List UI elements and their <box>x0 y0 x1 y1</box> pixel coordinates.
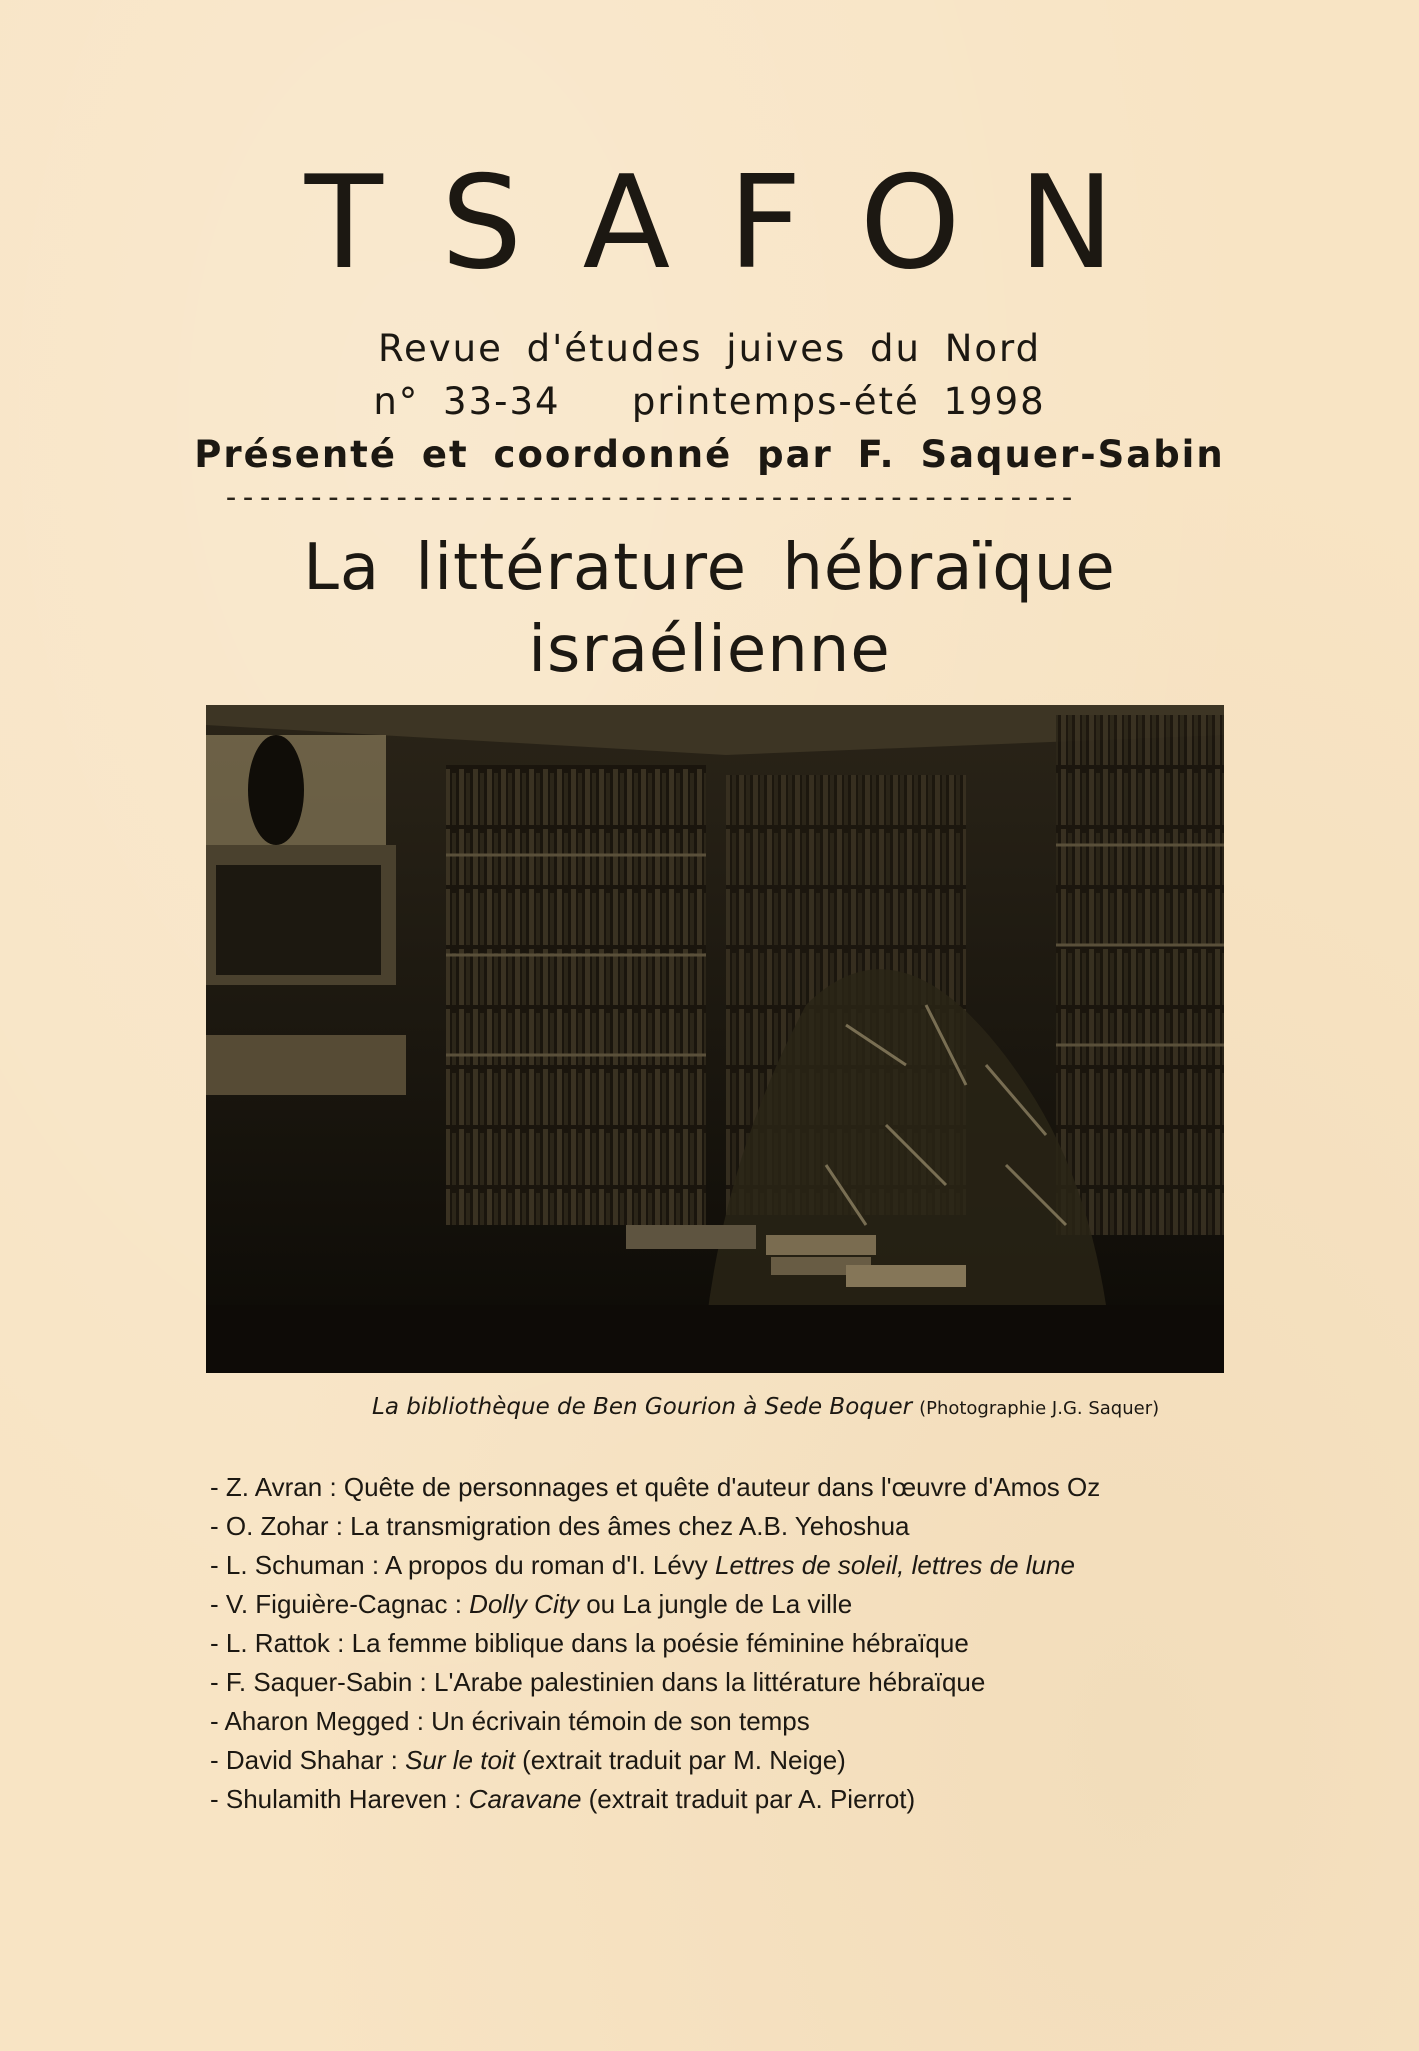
toc-text: Sur le toit <box>405 1745 515 1775</box>
journal-subtitle: Revue d'études juives du Nord <box>377 327 1042 370</box>
toc-text: Lettres de soleil, lettres de lune <box>715 1550 1075 1580</box>
toc-text: - David Shahar : <box>210 1745 406 1775</box>
list-item <box>210 1546 1210 1585</box>
list-item <box>210 1702 1210 1741</box>
toc-text: Caravane <box>468 1784 582 1814</box>
toc-text: - Z. Avran : <box>210 1472 344 1502</box>
toc-text: - F. Saquer-Sabin : <box>210 1667 434 1697</box>
list-item <box>210 1624 1210 1663</box>
toc-text: ou La jungle de La ville <box>578 1589 853 1619</box>
list-item <box>210 1468 1210 1507</box>
toc-text: - V. Figuière-Cagnac : <box>210 1589 470 1619</box>
toc-text: - Aharon Megged : <box>210 1706 432 1736</box>
issue-title-line2: israélienne <box>528 613 891 687</box>
toc-text: - L. Rattok : <box>210 1628 352 1658</box>
toc-text: - O. Zohar : <box>210 1511 351 1541</box>
photo-caption <box>372 1394 1222 1420</box>
toc-text: Un écrivain témoin de son temps <box>431 1706 810 1736</box>
toc-text: - Shulamith Hareven : <box>210 1784 469 1814</box>
list-item <box>210 1663 1210 1702</box>
photo-caption-text: La bibliothèque de Ben Gourion à Sede Boquer <box>372 1394 913 1420</box>
list-item <box>210 1507 1210 1546</box>
list-item <box>210 1585 1210 1624</box>
library-photo <box>206 705 1224 1373</box>
toc-text: La femme biblique dans la poésie féminine hébraïque <box>351 1628 969 1658</box>
list-item <box>210 1741 1210 1780</box>
toc-text: Quête de personnages et quête d'auteur dans l'œuvre d'Amos Oz <box>343 1472 1101 1502</box>
toc-text: A propos du roman d'I. Lévy <box>384 1550 716 1580</box>
dashed-divider: -------------------------------------------------- <box>222 480 1076 515</box>
photo-credit: (Photographie J.G. Saquer) <box>919 1398 1160 1419</box>
table-of-contents <box>210 1468 1210 1819</box>
toc-text: (extrait traduit par M. Neige) <box>514 1745 846 1775</box>
library-photo-illustration <box>206 705 1224 1373</box>
toc-text: - L. Schuman : <box>210 1550 385 1580</box>
toc-text: (extrait traduit par A. Pierrot) <box>581 1784 916 1814</box>
masthead-title: TSAFON <box>304 149 1173 298</box>
editor-line: Présenté et coordonné par F. Saquer-Sabin <box>194 433 1225 476</box>
issue-info: n° 33-34 printemps-été 1998 <box>373 380 1046 423</box>
list-item <box>210 1780 1210 1819</box>
toc-text: L'Arabe palestinien dans la littérature hébraïque <box>434 1667 986 1697</box>
issue-title-line1: La littérature hébraïque <box>303 531 1116 605</box>
toc-text: La transmigration des âmes chez A.B. Yehoshua <box>350 1511 910 1541</box>
toc-text: Dolly City <box>469 1589 579 1619</box>
